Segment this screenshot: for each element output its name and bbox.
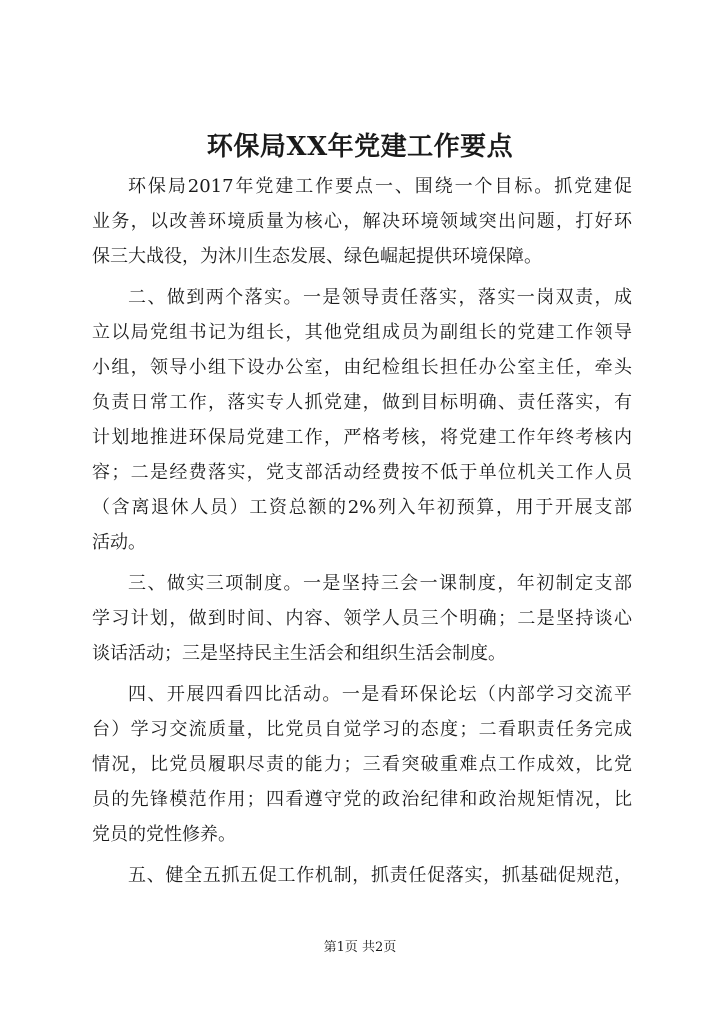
document-title: 环保局XX年党建工作要点 — [206, 132, 514, 162]
body-line: 小组，领导小组下设办公室，由纪检组长担任办公室主任，牵头 — [92, 357, 632, 378]
body-line: 员的先锋模范作用；四看遵守党的政治纪律和政治规矩情况，比 — [92, 789, 632, 810]
body-line: 环保局2017年党建工作要点一、围绕一个目标。抓党建促 — [128, 176, 632, 197]
body-line: 容；二是经费落实，党支部活动经费按不低于单位机关工作人员 — [92, 462, 632, 483]
body-line: 情况，比党员履职尽责的能力；三看突破重难点工作成效，比党 — [92, 754, 632, 775]
body-line: 四、开展四看四比活动。一是看环保论坛（内部学习交流平 — [128, 684, 632, 705]
body-line: 学习计划，做到时间、内容、领学人员三个明确；二是坚持谈心 — [92, 608, 632, 629]
body-line: 保三大战役，为沐川生态发展、绿色崛起提供环境保障。 — [92, 246, 542, 267]
body-line: 党员的党性修养。 — [92, 824, 236, 845]
body-line: （含离退休人员）工资总额的2%列入年初预算，用于开展支部 — [92, 497, 632, 518]
body-line: 活动。 — [92, 532, 146, 553]
body-line: 负责日常工作，落实专人抓党建，做到目标明确、责任落实，有 — [92, 392, 632, 413]
body-line: 业务，以改善环境质量为核心，解决环境领域突出问题，打好环 — [92, 211, 632, 232]
body-line: 立以局党组书记为组长，其他党组成员为副组长的党建工作领导 — [92, 322, 632, 343]
body-line: 计划地推进环保局党建工作，严格考核，将党建工作年终考核内 — [92, 427, 632, 448]
body-line: 二、做到两个落实。一是领导责任落实，落实一岗双责，成 — [128, 287, 632, 308]
page-number-footer: 第1页 共2页 — [323, 940, 397, 955]
body-line: 台）学习交流质量，比党员自觉学习的态度；二看职责任务完成 — [92, 719, 632, 740]
body-line: 五、健全五抓五促工作机制，抓责任促落实，抓基础促规范， — [128, 865, 632, 886]
body-line: 谈话活动；三是坚持民主生活会和组织生活会制度。 — [92, 643, 506, 664]
body-line: 三、做实三项制度。一是坚持三会一课制度，年初制定支部 — [128, 573, 632, 594]
